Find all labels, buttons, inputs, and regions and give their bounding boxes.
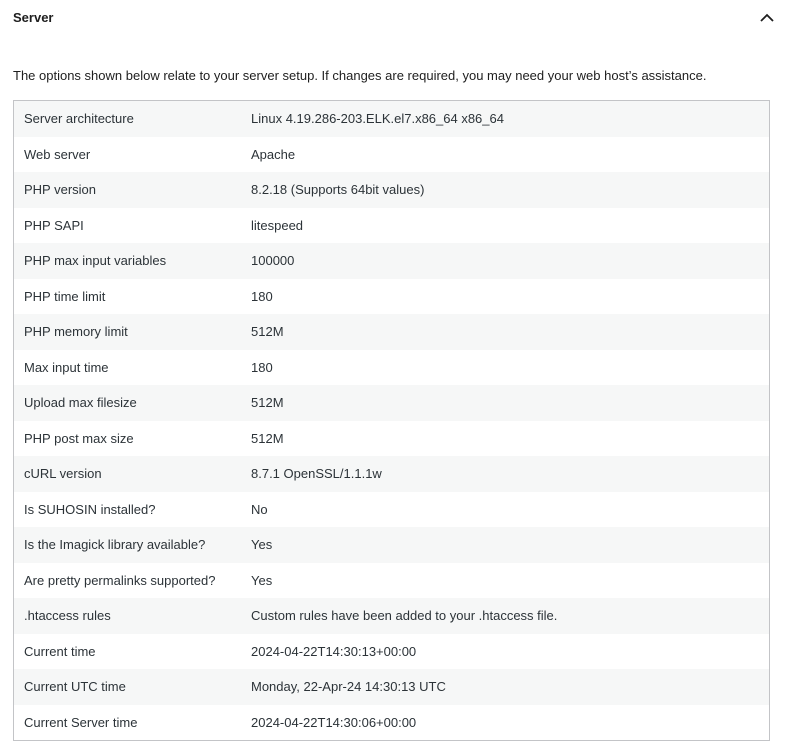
row-label: PHP memory limit — [24, 324, 128, 340]
table-row — [14, 527, 770, 563]
table-row — [14, 669, 770, 705]
table-row — [14, 314, 770, 350]
row-label: Web server — [24, 146, 91, 162]
table-row — [14, 421, 770, 457]
row-value: Custom rules have been added to your .htaccess file. — [251, 608, 558, 624]
row-value: 512M — [251, 395, 284, 411]
row-label: Current Server time — [24, 714, 138, 730]
row-value: Yes — [251, 537, 273, 553]
table-row — [14, 634, 770, 670]
row-value: 8.2.18 (Supports 64bit values) — [251, 182, 425, 198]
row-value: 180 — [251, 359, 273, 375]
section-description: The options shown below relate to your server setup. If changes are required, you may need your web host’s assistance. — [13, 68, 707, 83]
section-title: Server — [13, 10, 54, 25]
row-label: Is SUHOSIN installed? — [24, 501, 156, 517]
row-label: PHP post max size — [24, 430, 134, 446]
row-value: 2024-04-22T14:30:13+00:00 — [251, 643, 417, 659]
row-label: Current time — [24, 643, 96, 659]
row-value: 512M — [251, 324, 284, 340]
row-label: PHP max input variables — [24, 253, 167, 269]
row-value: No — [251, 501, 268, 517]
table-row — [14, 598, 770, 634]
table-row — [14, 563, 770, 599]
row-label: Server architecture — [24, 111, 134, 127]
row-value: 8.7.1 OpenSSL/1.1.1w — [251, 466, 382, 482]
table-row — [14, 137, 770, 173]
row-label: Are pretty permalinks supported? — [24, 572, 216, 588]
row-value: 100000 — [251, 253, 295, 269]
chevron-up-icon[interactable] — [756, 8, 778, 28]
row-value: litespeed — [251, 217, 304, 233]
row-label: PHP SAPI — [24, 217, 84, 233]
row-value: 180 — [251, 288, 273, 304]
server-info-table — [13, 100, 770, 741]
row-value: Linux 4.19.286-203.ELK.el7.x86_64 x86_64 — [251, 111, 504, 127]
row-label: Max input time — [24, 359, 109, 375]
table-row — [14, 208, 770, 244]
table-row — [14, 492, 770, 528]
row-value: 2024-04-22T14:30:06+00:00 — [251, 714, 417, 730]
row-value: Yes — [251, 572, 273, 588]
table-row — [14, 243, 770, 279]
section-header-server[interactable] — [0, 0, 790, 36]
row-value: Apache — [251, 146, 296, 162]
table-row — [14, 456, 770, 492]
row-label: Upload max filesize — [24, 395, 137, 411]
row-value: Monday, 22-Apr-24 14:30:13 UTC — [251, 679, 446, 695]
table-row — [14, 279, 770, 315]
row-label: PHP version — [24, 182, 97, 198]
table-row — [14, 172, 770, 208]
table-row — [14, 350, 770, 386]
row-value: 512M — [251, 430, 284, 446]
table-row — [14, 101, 770, 137]
row-label: Current UTC time — [24, 679, 126, 695]
row-label: .htaccess rules — [24, 608, 111, 624]
row-label: Is the Imagick library available? — [24, 537, 206, 553]
row-label: cURL version — [24, 466, 102, 482]
table-row — [14, 705, 770, 741]
table-row — [14, 385, 770, 421]
row-label: PHP time limit — [24, 288, 106, 304]
